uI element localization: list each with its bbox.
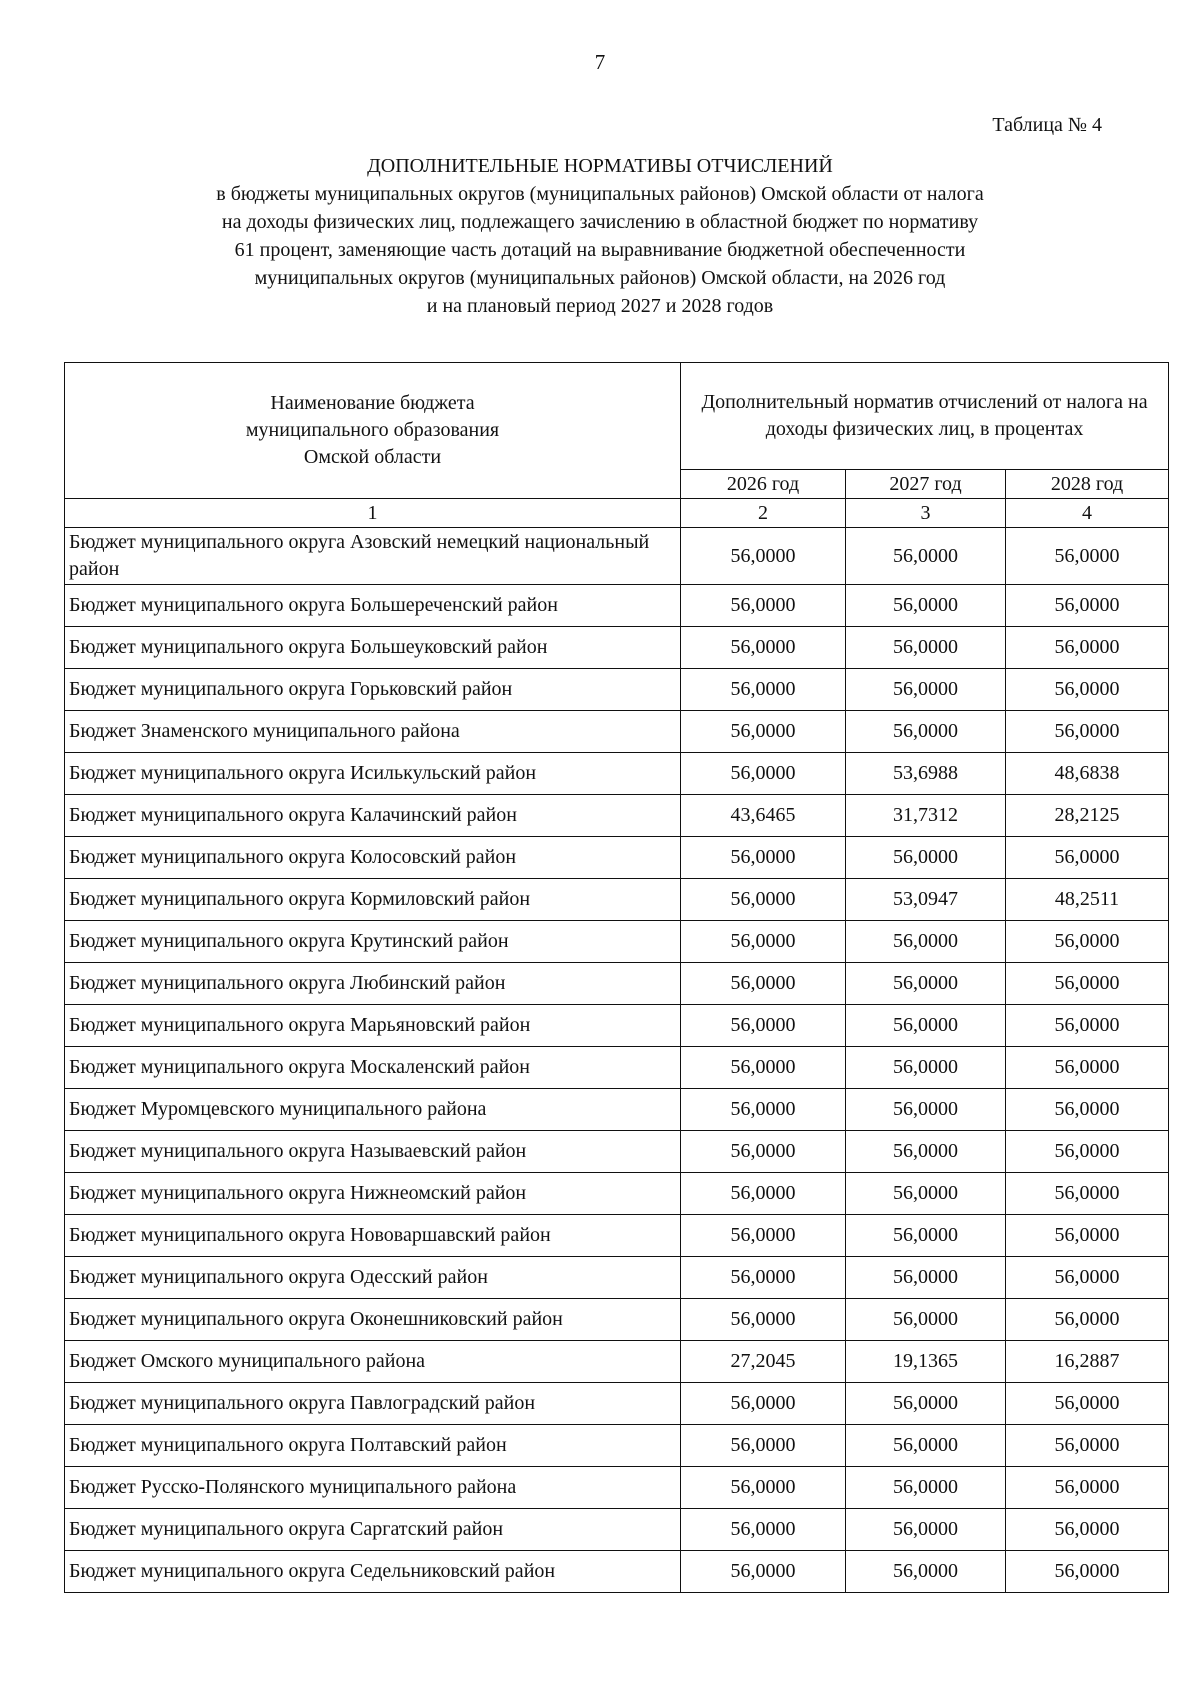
value-2027-cell: 53,6988	[846, 753, 1006, 795]
budget-name-cell: Бюджет муниципального округа Калачинский район	[65, 795, 681, 837]
title-line: ДОПОЛНИТЕЛЬНЫЕ НОРМАТИВЫ ОТЧИСЛЕНИЙ	[367, 155, 833, 177]
value-2028-cell: 56,0000	[1006, 1257, 1169, 1299]
budget-name-cell: Бюджет Русско-Полянского муниципального района	[65, 1467, 681, 1509]
table-row	[65, 1467, 1169, 1509]
value-2027-cell: 56,0000	[846, 1215, 1006, 1257]
value-2027-cell: 56,0000	[846, 1299, 1006, 1341]
value-2026-cell: 56,0000	[681, 1173, 846, 1215]
value-2028-cell: 56,0000	[1006, 669, 1169, 711]
value-2026-cell: 56,0000	[681, 669, 846, 711]
table-row	[65, 1509, 1169, 1551]
value-2028-cell: 48,6838	[1006, 753, 1169, 795]
table-row	[65, 837, 1169, 879]
value-2028-cell: 56,0000	[1006, 1047, 1169, 1089]
column-number: 4	[1006, 499, 1169, 528]
value-2027-cell: 56,0000	[846, 528, 1006, 585]
table-label: Таблица № 4	[992, 114, 1102, 136]
value-2026-cell: 56,0000	[681, 879, 846, 921]
value-2027-cell: 56,0000	[846, 1089, 1006, 1131]
value-2026-cell: 56,0000	[681, 711, 846, 753]
budget-name-cell: Бюджет Знаменского муниципального района	[65, 711, 681, 753]
value-2026-cell: 56,0000	[681, 1131, 846, 1173]
budget-name-cell: Бюджет муниципального округа Большереченский район	[65, 585, 681, 627]
value-2028-cell: 56,0000	[1006, 528, 1169, 585]
value-2027-cell: 56,0000	[846, 837, 1006, 879]
value-2028-cell: 48,2511	[1006, 879, 1169, 921]
column-number: 1	[65, 499, 681, 528]
budget-name-cell: Бюджет муниципального округа Кормиловский район	[65, 879, 681, 921]
value-2027-cell: 19,1365	[846, 1341, 1006, 1383]
title-line: муниципальных округов (муниципальных районов) Омской области, на 2026 год	[254, 267, 946, 289]
table-row	[65, 1383, 1169, 1425]
value-2028-cell: 56,0000	[1006, 1005, 1169, 1047]
table-row	[65, 1551, 1169, 1593]
value-2028-cell: 56,0000	[1006, 837, 1169, 879]
budget-name-cell: Бюджет муниципального округа Любинский район	[65, 963, 681, 1005]
table-row	[65, 1047, 1169, 1089]
value-2026-cell: 56,0000	[681, 1047, 846, 1089]
table-row	[65, 1215, 1169, 1257]
table-row	[65, 1089, 1169, 1131]
value-2028-cell: 56,0000	[1006, 1089, 1169, 1131]
title-line: и на плановый период 2027 и 2028 годов	[426, 295, 774, 317]
value-2027-cell: 56,0000	[846, 1425, 1006, 1467]
budget-name-cell: Бюджет муниципального округа Оконешниковский район	[65, 1299, 681, 1341]
table-row	[65, 528, 1169, 585]
header-year-2028: 2028 год	[1006, 470, 1169, 499]
table-row	[65, 1257, 1169, 1299]
value-2028-cell: 56,0000	[1006, 1425, 1169, 1467]
value-2028-cell: 56,0000	[1006, 1551, 1169, 1593]
value-2028-cell: 56,0000	[1006, 1131, 1169, 1173]
budget-name-cell: Бюджет муниципального округа Марьяновский район	[65, 1005, 681, 1047]
budget-name-cell: Бюджет муниципального округа Крутинский район	[65, 921, 681, 963]
value-2028-cell: 16,2887	[1006, 1341, 1169, 1383]
value-2026-cell: 56,0000	[681, 1425, 846, 1467]
value-2026-cell: 56,0000	[681, 921, 846, 963]
value-2027-cell: 56,0000	[846, 1257, 1006, 1299]
table-row	[65, 1341, 1169, 1383]
table-row	[65, 1425, 1169, 1467]
value-2027-cell: 56,0000	[846, 1509, 1006, 1551]
budget-name-cell: Бюджет муниципального округа Москаленский район	[65, 1047, 681, 1089]
title-line: в бюджеты муниципальных округов (муниципальных районов) Омской области от налога	[216, 183, 984, 205]
value-2027-cell: 56,0000	[846, 1551, 1006, 1593]
norms-table	[64, 362, 1169, 1593]
table-row	[65, 1299, 1169, 1341]
table-row	[65, 1131, 1169, 1173]
value-2027-cell: 56,0000	[846, 1047, 1006, 1089]
value-2026-cell: 56,0000	[681, 963, 846, 1005]
header-year-2027: 2027 год	[846, 470, 1006, 499]
value-2026-cell: 56,0000	[681, 1383, 846, 1425]
budget-name-cell: Бюджет муниципального округа Нововаршавский район	[65, 1215, 681, 1257]
header-norm: Дополнительный норматив отчислений от налога на доходы физических лиц, в процентах	[681, 363, 1169, 470]
value-2027-cell: 56,0000	[846, 1173, 1006, 1215]
value-2028-cell: 56,0000	[1006, 1509, 1169, 1551]
budget-name-cell: Бюджет муниципального округа Колосовский район	[65, 837, 681, 879]
value-2027-cell: 56,0000	[846, 669, 1006, 711]
value-2028-cell: 56,0000	[1006, 921, 1169, 963]
value-2026-cell: 56,0000	[681, 1551, 846, 1593]
value-2026-cell: 43,6465	[681, 795, 846, 837]
budget-name-cell: Бюджет муниципального округа Одесский район	[65, 1257, 681, 1299]
value-2027-cell: 56,0000	[846, 1131, 1006, 1173]
value-2028-cell: 56,0000	[1006, 711, 1169, 753]
budget-name-cell: Бюджет муниципального округа Седельниковский район	[65, 1551, 681, 1593]
value-2026-cell: 56,0000	[681, 1257, 846, 1299]
table-row	[65, 669, 1169, 711]
table-row	[65, 795, 1169, 837]
value-2026-cell: 56,0000	[681, 1215, 846, 1257]
budget-name-cell: Бюджет Омского муниципального района	[65, 1341, 681, 1383]
table-row	[65, 963, 1169, 1005]
document-title	[0, 152, 1200, 320]
value-2026-cell: 56,0000	[681, 1005, 846, 1047]
budget-name-cell: Бюджет муниципального округа Называевский район	[65, 1131, 681, 1173]
table-row	[65, 585, 1169, 627]
budget-name-cell: Бюджет Муромцевского муниципального района	[65, 1089, 681, 1131]
value-2028-cell: 56,0000	[1006, 627, 1169, 669]
value-2027-cell: 56,0000	[846, 711, 1006, 753]
header-budget-name: Наименование бюджета муниципального образования Омской области	[65, 363, 681, 499]
header-year-2026: 2026 год	[681, 470, 846, 499]
value-2026-cell: 56,0000	[681, 1467, 846, 1509]
budget-name-cell: Бюджет муниципального округа Саргатский район	[65, 1509, 681, 1551]
title-line: на доходы физических лиц, подлежащего зачислению в областной бюджет по нормативу	[221, 211, 979, 233]
value-2026-cell: 56,0000	[681, 1299, 846, 1341]
value-2026-cell: 56,0000	[681, 528, 846, 585]
value-2026-cell: 56,0000	[681, 1509, 846, 1551]
page-number: 7	[594, 50, 606, 74]
value-2027-cell: 56,0000	[846, 585, 1006, 627]
value-2028-cell: 56,0000	[1006, 1467, 1169, 1509]
value-2028-cell: 56,0000	[1006, 1173, 1169, 1215]
table-row	[65, 753, 1169, 795]
value-2027-cell: 56,0000	[846, 963, 1006, 1005]
value-2026-cell: 56,0000	[681, 837, 846, 879]
table-row	[65, 1173, 1169, 1215]
table-row	[65, 627, 1169, 669]
value-2026-cell: 56,0000	[681, 753, 846, 795]
budget-name-cell: Бюджет муниципального округа Полтавский район	[65, 1425, 681, 1467]
value-2027-cell: 31,7312	[846, 795, 1006, 837]
budget-name-cell: Бюджет муниципального округа Павлоградский район	[65, 1383, 681, 1425]
value-2027-cell: 56,0000	[846, 1383, 1006, 1425]
budget-name-cell: Бюджет муниципального округа Горьковский район	[65, 669, 681, 711]
table-row	[65, 1005, 1169, 1047]
title-line: 61 процент, заменяющие часть дотаций на выравнивание бюджетной обеспеченности	[234, 239, 966, 261]
table-row	[65, 921, 1169, 963]
value-2026-cell: 56,0000	[681, 627, 846, 669]
table-body	[65, 528, 1169, 1593]
column-number: 2	[681, 499, 846, 528]
value-2028-cell: 56,0000	[1006, 1299, 1169, 1341]
value-2028-cell: 28,2125	[1006, 795, 1169, 837]
value-2027-cell: 56,0000	[846, 627, 1006, 669]
value-2028-cell: 56,0000	[1006, 585, 1169, 627]
value-2026-cell: 27,2045	[681, 1341, 846, 1383]
table-row	[65, 711, 1169, 753]
value-2028-cell: 56,0000	[1006, 1383, 1169, 1425]
value-2027-cell: 56,0000	[846, 1467, 1006, 1509]
value-2026-cell: 56,0000	[681, 1089, 846, 1131]
value-2026-cell: 56,0000	[681, 585, 846, 627]
budget-name-cell: Бюджет муниципального округа Азовский немецкий национальный район	[65, 528, 681, 585]
budget-name-cell: Бюджет муниципального округа Большеуковский район	[65, 627, 681, 669]
value-2028-cell: 56,0000	[1006, 963, 1169, 1005]
value-2028-cell: 56,0000	[1006, 1215, 1169, 1257]
value-2027-cell: 53,0947	[846, 879, 1006, 921]
value-2027-cell: 56,0000	[846, 1005, 1006, 1047]
budget-name-cell: Бюджет муниципального округа Исилькульский район	[65, 753, 681, 795]
budget-name-cell: Бюджет муниципального округа Нижнеомский район	[65, 1173, 681, 1215]
value-2027-cell: 56,0000	[846, 921, 1006, 963]
column-number: 3	[846, 499, 1006, 528]
table-row	[65, 879, 1169, 921]
